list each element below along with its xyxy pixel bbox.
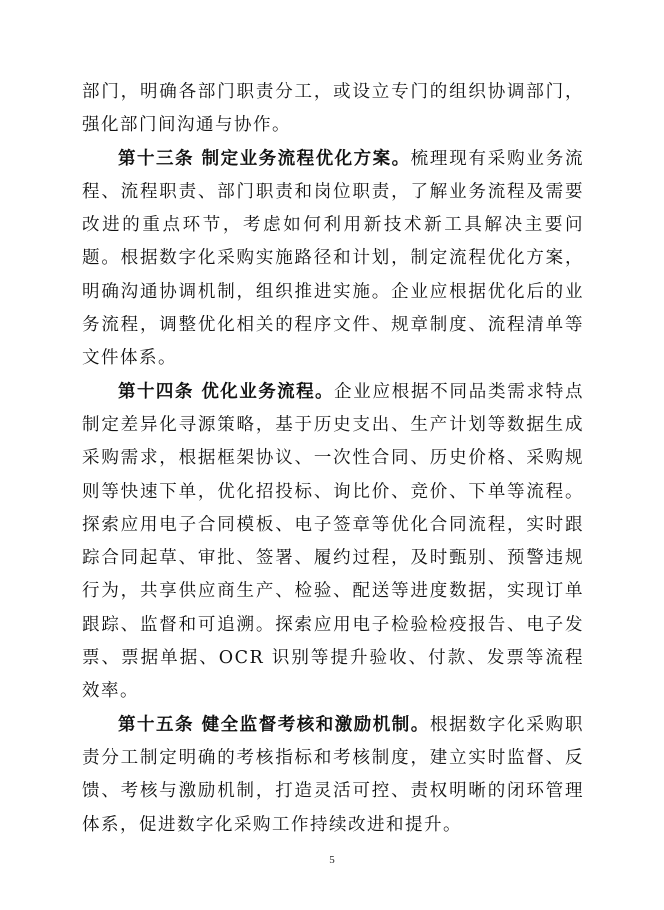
article-13-text: 梳理现有采购业务流程、流程职责、部门职责和岗位职责，了解业务流程及需要改进的重点环节，考虑如何利用新技术新工具解决主要问题。根据数字化采购实施路径和计划，制定流程优化方案，明确沟通协调机制，组织推进实施。企业应根据优化后的业务流程，调整优化相关的程序文件、规章制度、流程清单等文件体系。 bbox=[82, 148, 584, 369]
paragraph-continuation bbox=[82, 76, 584, 143]
article-13-title: 第十三条 制定业务流程优化方案。 bbox=[118, 148, 411, 169]
article-14-text: 企业应根据不同品类需求特点制定差异化寻源策略，基于历史支出、生产计划等数据生成采购需求，根据框架协议、一次性合同、历史价格、采购规则等快速下单，优化招投标、询比价、竞价、下单等流程。探索应用电子合同模板、电子签章等优化合同流程，实时跟踪合同起草、审批、签署、履约过程，及时甄别、预警违规行为，共享供应商生产、检验、配送等进度数据，实现订单跟踪、监督和可追溯。探索应用电子检验检疫报告、电子发票、票据单据、OCR 识别等提升验收、付款、发票等流程效率。 bbox=[82, 381, 584, 702]
article-15-text: 根据数字化采购职责分工制定明确的考核指标和考核制度，建立实时监督、反馈、考核与激励机制，打造灵活可控、责权明晰的闭环管理体系，促进数字化采购工作持续改进和提升。 bbox=[82, 714, 584, 835]
article-15-title: 第十五条 健全监督考核和激励机制。 bbox=[118, 714, 430, 735]
article-14-paragraph bbox=[82, 376, 584, 709]
page-number: 5 bbox=[329, 854, 335, 866]
paragraph-text: 部门，明确各部门职责分工，或设立专门的组织协调部门，强化部门间沟通与协作。 bbox=[82, 82, 584, 136]
article-14-title: 第十四条 优化业务流程。 bbox=[118, 381, 334, 402]
article-13-paragraph bbox=[82, 143, 584, 376]
article-15-paragraph bbox=[82, 709, 584, 842]
document-body bbox=[82, 76, 584, 842]
